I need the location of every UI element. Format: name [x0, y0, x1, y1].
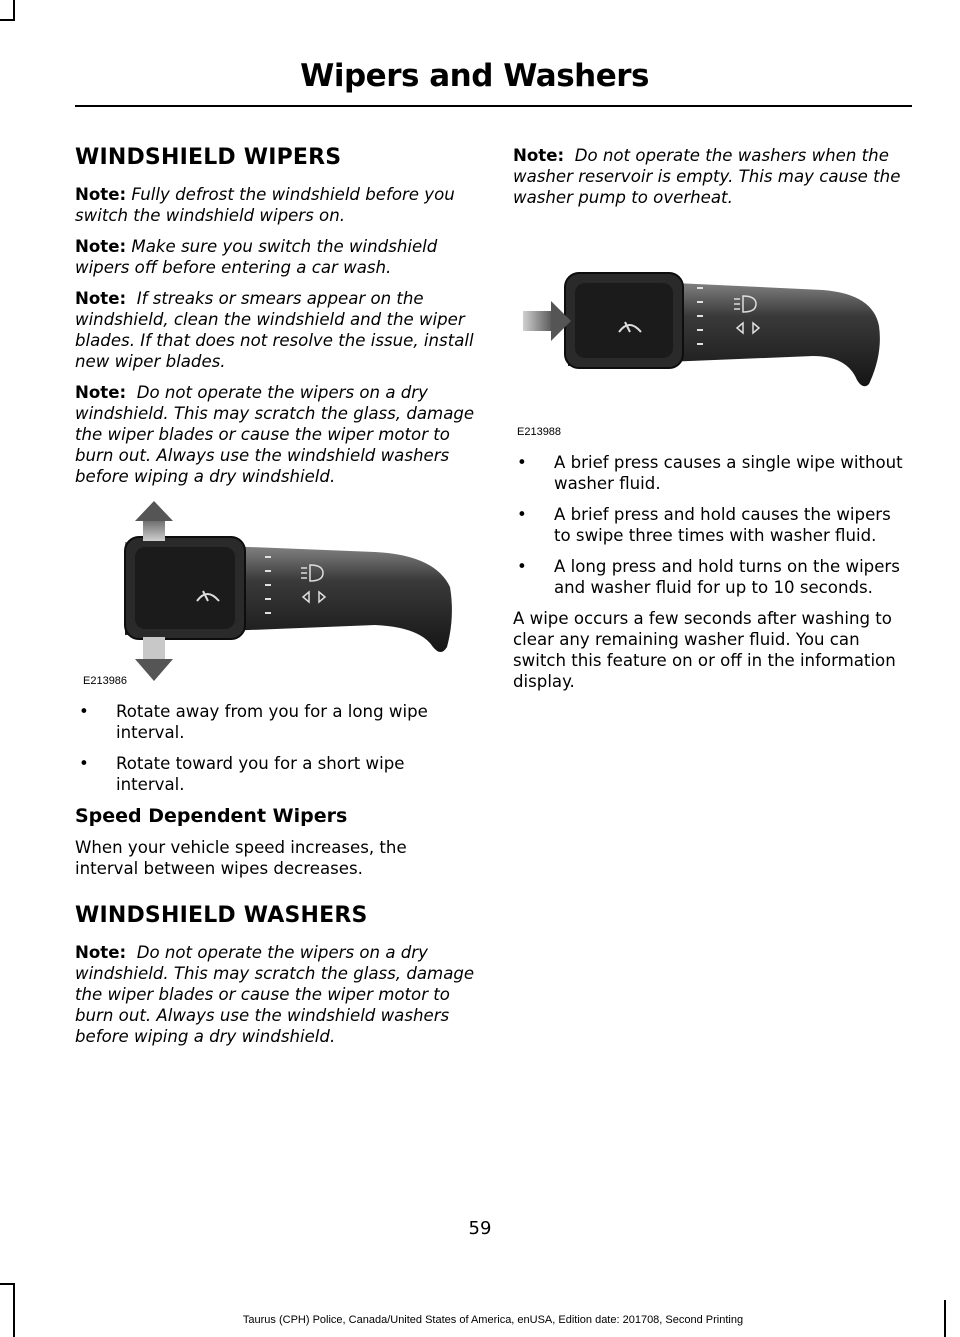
- bullet: •: [517, 453, 527, 472]
- note-text: Do not operate the wipers on a dry windshield. This may scratch the glass, damage the wiper blades or cause the wiper motor to burn out. Always use the windshield washers before wiping a dry windshield.: [75, 383, 475, 486]
- note-paragraph: [513, 145, 911, 208]
- press-arrow-icon: [523, 301, 571, 341]
- note-text: Do not operate the wipers on a dry windshield. This may scratch the glass, damage the wiper blades or cause the wiper motor to burn out. Always use the windshield washers before wiping a dry windshield.: [75, 943, 475, 1046]
- right-column: [513, 145, 911, 702]
- list-item: [513, 452, 911, 494]
- list-item: [75, 753, 475, 795]
- bullet: •: [79, 754, 89, 773]
- bullet: •: [517, 505, 527, 524]
- press-bullet-list: [513, 452, 911, 598]
- note-paragraph: [75, 942, 475, 1047]
- note-label: Note:: [75, 383, 127, 402]
- wiper-stalk-rotate-illustration: [75, 497, 475, 687]
- note-text: Make sure you switch the windshield wipers off before entering a car wash.: [75, 237, 438, 277]
- figure-code: E213986: [83, 675, 128, 687]
- list-item-text: Rotate away from you for a long wipe interval.: [116, 702, 428, 742]
- crop-mark: [0, 19, 15, 21]
- note-text: Fully defrost the windshield before you switch the windshield wipers on.: [75, 185, 455, 225]
- page-number: 59: [468, 1218, 492, 1239]
- list-item-text: A brief press and hold causes the wipers to swipe three times with washer fluid.: [554, 505, 891, 545]
- footer-edition-info: Taurus (CPH) Police, Canada/United States of America, enUSA, Edition date: 201708, Second Printing: [242, 1314, 744, 1326]
- rotate-up-arrow-icon: [135, 501, 173, 541]
- rotate-down-arrow-icon: [135, 637, 173, 681]
- left-column: [75, 145, 475, 1057]
- section-heading-wipers: WINDSHIELD WIPERS: [75, 145, 342, 170]
- body-paragraph: A wipe occurs a few seconds after washing to clear any remaining washer fluid. You can switch this feature on or off in the information display.: [513, 609, 896, 691]
- note-label: Note:: [75, 943, 127, 962]
- list-item: [513, 556, 911, 598]
- note-text: If streaks or smears appear on the windshield, clean the windshield and the wiper blades. If that does not resolve the issue, install new wiper blades.: [75, 289, 474, 371]
- note-text: Do not operate the washers when the washer reservoir is empty. This may cause the washer pump to overheat.: [513, 146, 901, 207]
- list-item: [513, 504, 911, 546]
- note-label: Note:: [513, 146, 565, 165]
- subheading-speed-dependent-wipers: Speed Dependent Wipers: [75, 805, 348, 827]
- list-item-text: A long press and hold turns on the wipers and washer fluid for up to 10 seconds.: [554, 557, 900, 597]
- note-label: Note:: [75, 289, 127, 308]
- note-paragraph: [75, 288, 475, 372]
- wiper-stalk-press-illustration: [513, 238, 913, 438]
- wiper-stalk-press-graphic: [513, 238, 911, 428]
- figure-code: E213988: [517, 426, 562, 438]
- note-paragraph: [75, 236, 475, 278]
- note-label: Note:: [75, 185, 127, 204]
- crop-mark: [13, 0, 15, 20]
- list-item-text: Rotate toward you for a short wipe interval.: [116, 754, 405, 794]
- rotate-bullet-list: [75, 701, 475, 795]
- body-paragraph: When your vehicle speed increases, the interval between wipes decreases.: [75, 838, 407, 878]
- list-item: [75, 701, 475, 743]
- section-heading-washers: WINDSHIELD WASHERS: [75, 903, 368, 928]
- bullet: •: [79, 702, 89, 721]
- note-paragraph: [75, 184, 475, 226]
- note-label: Note:: [75, 237, 127, 256]
- crop-mark: [13, 1283, 15, 1337]
- list-item-text: A brief press causes a single wipe without washer fluid.: [554, 453, 903, 493]
- header-divider: [75, 105, 912, 107]
- page-title: Wipers and Washers: [300, 58, 649, 94]
- note-paragraph: [75, 382, 475, 487]
- bullet: •: [517, 557, 527, 576]
- crop-mark: [0, 1283, 15, 1285]
- wiper-stalk-rotate-graphic: [75, 497, 475, 687]
